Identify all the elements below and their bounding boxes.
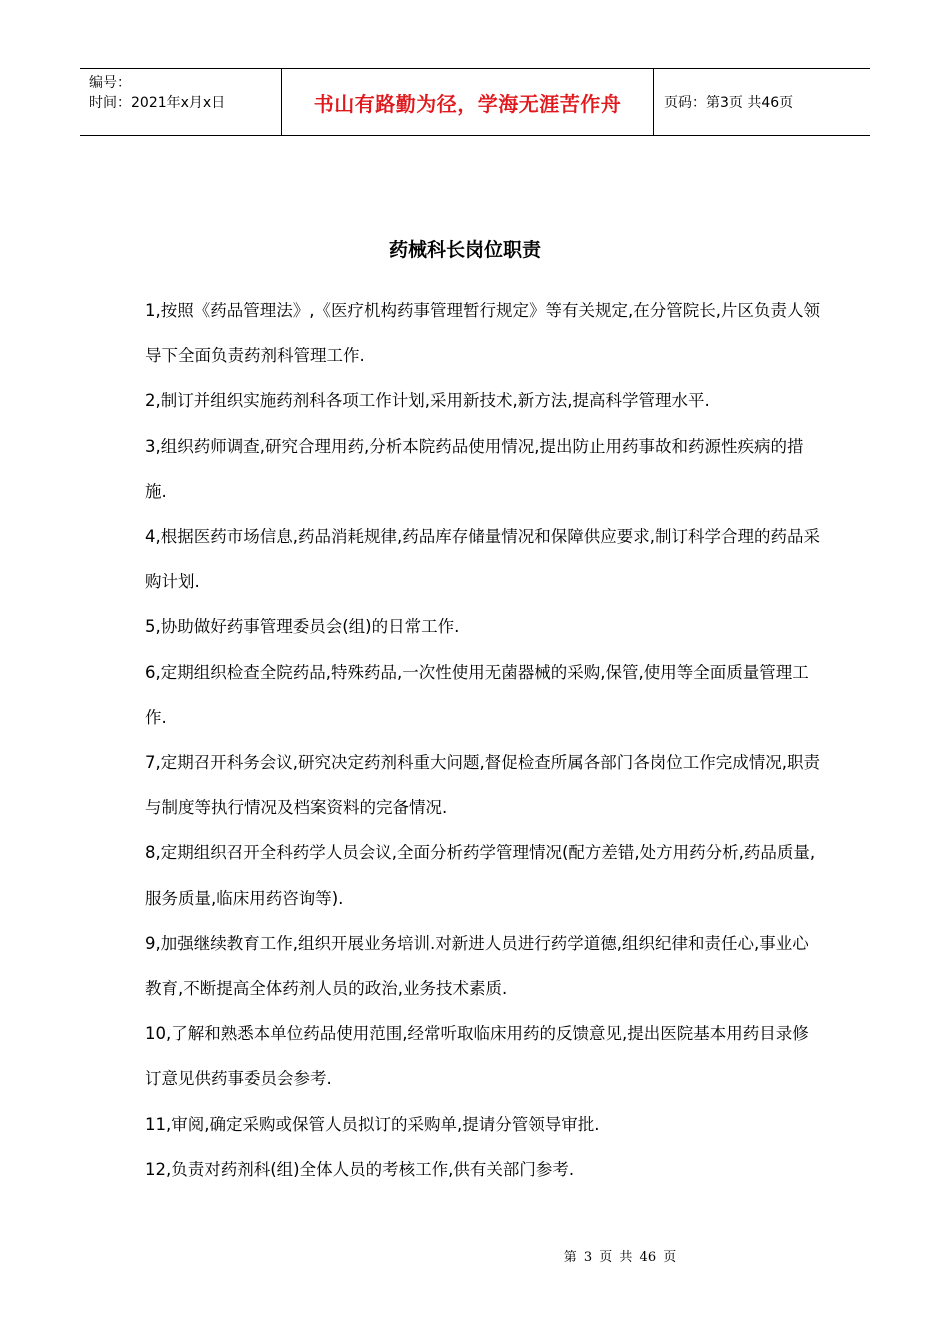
duty-list [145,288,820,1192]
duty-item-7: 7,定期召开科务会议,研究决定药剂科重大问题,督促检查所属各部门各岗位工作完成情况,职责与制度等执行情况及档案资料的完备情况. [145,753,820,818]
page-title: 药械科长岗位职责 [388,239,541,261]
duty-item-2: 2,制订并组织实施药剂科各项工作计划,采用新技术,新方法,提高科学管理水平. [145,391,710,411]
duty-item-4: 4,根据医药市场信息,药品消耗规律,药品库存储量情况和保障供应要求,制订科学合理的药品采购计划. [145,527,820,592]
header-meta [80,69,282,135]
duty-item-1: 1,按照《药品管理法》,《医疗机构药事管理暂行规定》等有关规定,在分管院长,片区负责人领导下全面负责药剂科管理工作. [145,301,820,366]
header-page-info-cell [654,69,870,135]
page-info: 页码：第3页 共46页 [664,95,794,111]
duty-item-11: 11,审阅,确定采购或保管人员拟订的采购单,提请分管领导审批. [145,1114,600,1134]
duty-item-8: 8,定期组织召开全科药学人员会议,全面分析药学管理情况(配方差错,处方用药分析,药品质量,服务质量,临床用药咨询等). [145,843,816,908]
duty-item-12: 12,负责对药剂科(组)全体人员的考核工作,供有关部门参考. [145,1159,575,1179]
page-footer: 第 3 页 共 46 页 [563,1250,677,1265]
duty-item-3: 3,组织药师调查,研究合理用药,分析本院药品使用情况,提出防止用药事故和药源性疾病的措施. [145,436,804,501]
duty-item-5: 5,协助做好药事管理委员会(组)的日常工作. [145,617,460,637]
motto-text: 书山有路勤为径，学海无涯苦作舟 [313,91,622,116]
duty-item-9: 9,加强继续教育工作,组织开展业务培训.对新进人员进行药学道德,组织纪律和责任心,事业心教育,不断提高全体药剂人员的政治,业务技术素质. [145,933,809,999]
date-line: 时间：2021年x月x日 [89,95,226,111]
number-label: 编号： [89,75,131,91]
duty-item-10: 10,了解和熟悉本单位药品使用范围,经常听取临床用药的反馈意见,提出医院基本用药目录修订意见供药事委员会参考. [145,1024,809,1089]
document-header [80,68,870,136]
duty-item-6: 6,定期组织检查全院药品,特殊药品,一次性使用无菌器械的采购,保管,使用等全面质量管理工作. [145,662,809,727]
header-motto-cell [282,69,654,135]
